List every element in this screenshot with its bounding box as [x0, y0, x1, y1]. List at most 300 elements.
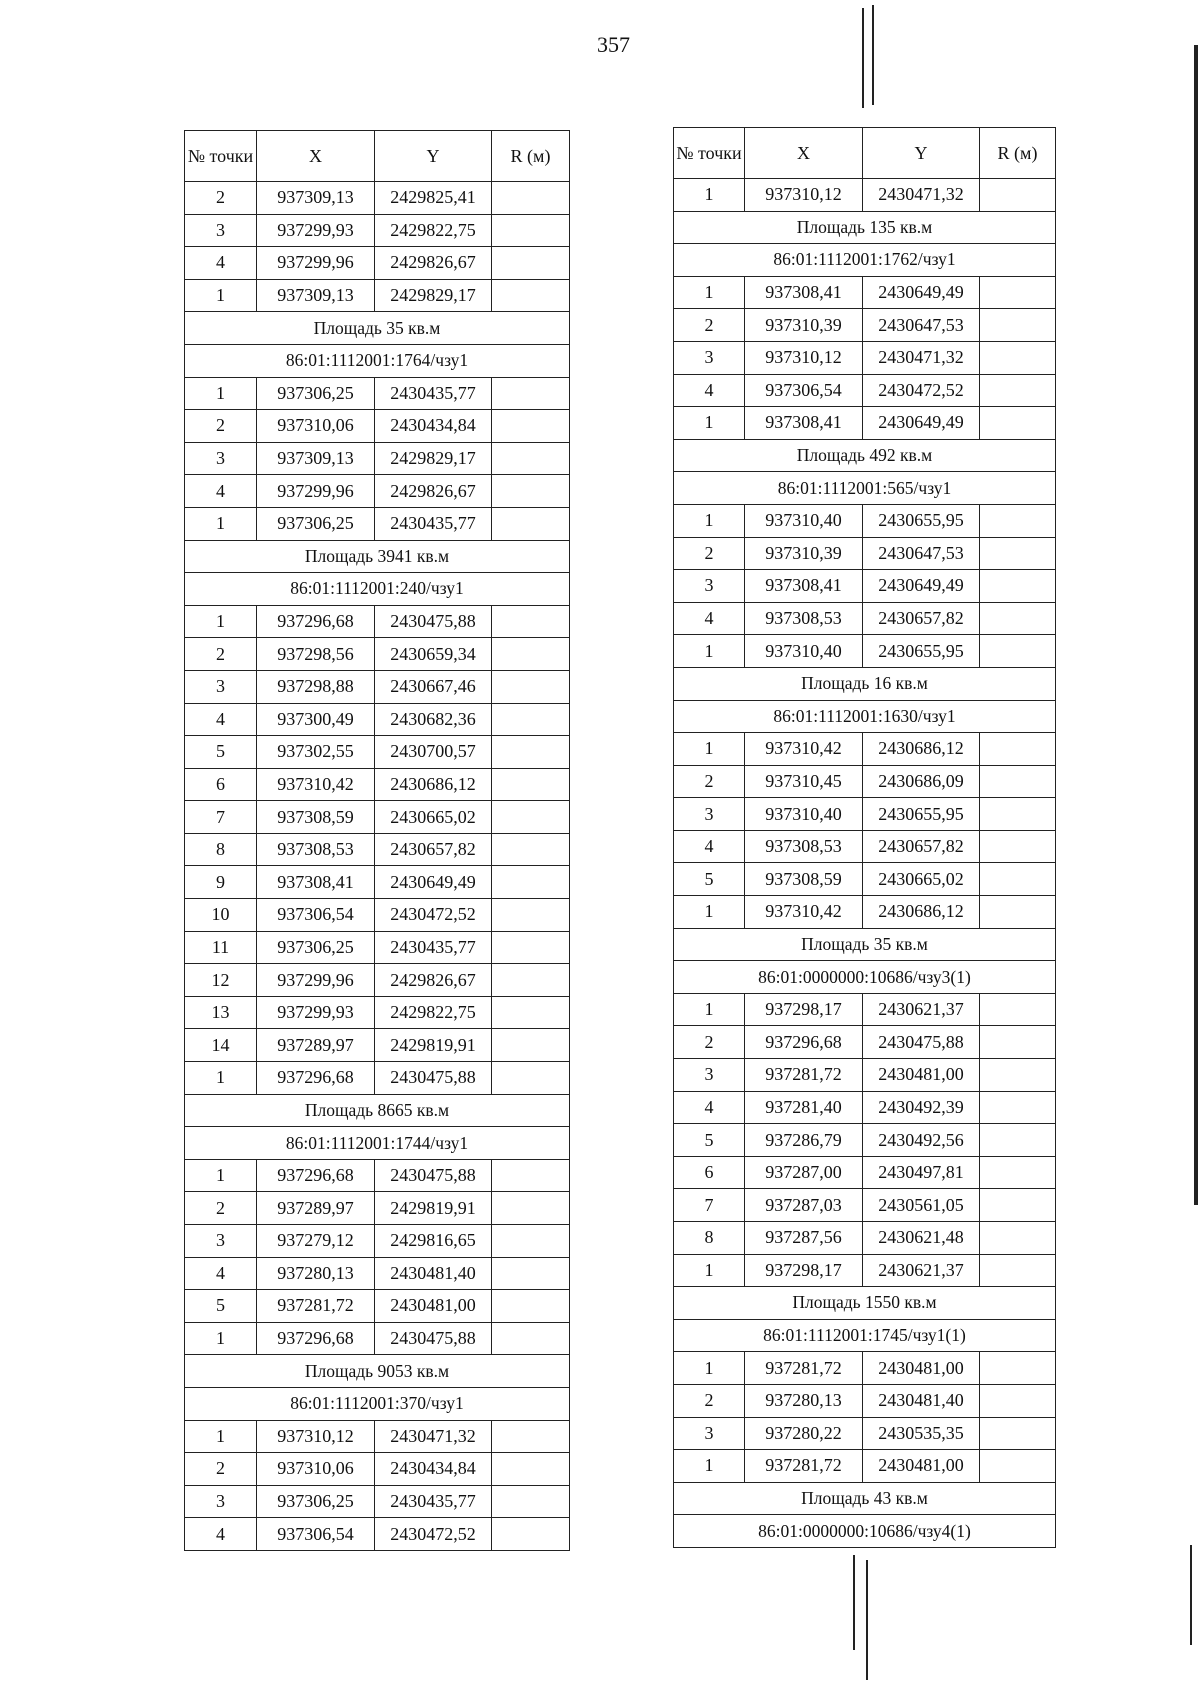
- x-coordinate-cell: 937281,40: [745, 1091, 863, 1124]
- x-coordinate-cell: 937308,53: [257, 833, 375, 866]
- table-row: [674, 1026, 1056, 1059]
- area-row: [674, 1482, 1056, 1515]
- y-coordinate-cell: 2429826,67: [375, 475, 492, 508]
- x-coordinate-cell: 937298,88: [257, 670, 375, 703]
- y-coordinate-cell: 2430621,37: [863, 1254, 980, 1287]
- table-row: [185, 507, 570, 540]
- y-coordinate-cell: 2430434,84: [375, 410, 492, 443]
- radius-cell: [980, 1352, 1056, 1385]
- point-number-cell: 5: [185, 1290, 257, 1323]
- area-row: [674, 928, 1056, 961]
- table-row: [674, 830, 1056, 863]
- radius-cell: [492, 605, 570, 638]
- x-coordinate-cell: 937280,22: [745, 1417, 863, 1450]
- x-coordinate-cell: 937310,45: [745, 765, 863, 798]
- table-row: [185, 801, 570, 834]
- y-coordinate-cell: 2430472,52: [375, 899, 492, 932]
- scan-margin-line: [1194, 45, 1198, 1205]
- x-header: X: [257, 131, 375, 182]
- scan-margin-line: [862, 8, 864, 108]
- y-coordinate-cell: 2430655,95: [863, 798, 980, 831]
- point-number-cell: 1: [674, 993, 745, 1026]
- table-row: [185, 736, 570, 769]
- y-header: Y: [375, 131, 492, 182]
- point-number-cell: 4: [185, 1257, 257, 1290]
- x-coordinate-cell: 937279,12: [257, 1225, 375, 1258]
- scan-margin-line: [1190, 1545, 1192, 1645]
- point-number-cell: 3: [185, 1485, 257, 1518]
- point-number-cell: 5: [185, 736, 257, 769]
- page-number: 357: [597, 32, 630, 57]
- radius-cell: [980, 1254, 1056, 1287]
- x-coordinate-cell: 937309,13: [257, 442, 375, 475]
- y-coordinate-cell: 2430649,49: [863, 570, 980, 603]
- x-coordinate-cell: 937306,54: [745, 374, 863, 407]
- x-coordinate-cell: 937299,96: [257, 475, 375, 508]
- point-number-cell: 4: [674, 602, 745, 635]
- x-coordinate-cell: 937310,40: [745, 504, 863, 537]
- point-number-cell: 5: [674, 863, 745, 896]
- point-number-cell: 4: [674, 830, 745, 863]
- table-row: [185, 377, 570, 410]
- point-number-cell: 4: [185, 475, 257, 508]
- x-coordinate-cell: 937280,13: [257, 1257, 375, 1290]
- table-row: [185, 182, 570, 215]
- point-number-header: № точки: [185, 131, 257, 182]
- y-header: Y: [863, 128, 980, 179]
- radius-cell: [980, 179, 1056, 212]
- y-coordinate-cell: 2430435,77: [375, 507, 492, 540]
- y-coordinate-cell: 2430471,32: [375, 1420, 492, 1453]
- x-coordinate-cell: 937310,06: [257, 410, 375, 443]
- point-number-cell: 2: [674, 1026, 745, 1059]
- point-number-cell: 3: [185, 214, 257, 247]
- point-number-cell: 1: [674, 896, 745, 929]
- y-coordinate-cell: 2430655,95: [863, 504, 980, 537]
- parcel-id-row: [185, 573, 570, 606]
- table-row: [185, 442, 570, 475]
- y-coordinate-cell: 2429822,75: [375, 996, 492, 1029]
- y-coordinate-cell: 2430471,32: [863, 179, 980, 212]
- x-coordinate-cell: 937286,79: [745, 1124, 863, 1157]
- point-number-cell: 1: [674, 635, 745, 668]
- y-coordinate-cell: 2430475,88: [375, 1322, 492, 1355]
- point-number-cell: 4: [185, 1518, 257, 1551]
- area-label: Площадь 35 кв.м: [674, 928, 1056, 961]
- area-row: [674, 211, 1056, 244]
- parcel-id-label: 86:01:1112001:370/чзу1: [185, 1387, 570, 1420]
- x-coordinate-cell: 937310,39: [745, 309, 863, 342]
- x-coordinate-cell: 937310,40: [745, 798, 863, 831]
- table-row: [185, 1062, 570, 1095]
- point-number-cell: 1: [185, 1159, 257, 1192]
- point-number-cell: 9: [185, 866, 257, 899]
- radius-cell: [980, 1189, 1056, 1222]
- table-row: [185, 1453, 570, 1486]
- radius-cell: [492, 1290, 570, 1323]
- point-number-cell: 8: [185, 833, 257, 866]
- area-row: [185, 1355, 570, 1388]
- point-number-cell: 2: [185, 638, 257, 671]
- table-row: [674, 341, 1056, 374]
- y-coordinate-cell: 2430686,12: [375, 768, 492, 801]
- parcel-id-row: [185, 344, 570, 377]
- point-number-cell: 4: [674, 1091, 745, 1124]
- area-label: Площадь 135 кв.м: [674, 211, 1056, 244]
- parcel-id-row: [674, 961, 1056, 994]
- point-number-cell: 1: [674, 733, 745, 766]
- radius-cell: [492, 899, 570, 932]
- table-row: [185, 410, 570, 443]
- radius-cell: [980, 830, 1056, 863]
- x-coordinate-cell: 937281,72: [257, 1290, 375, 1323]
- y-coordinate-cell: 2430481,40: [375, 1257, 492, 1290]
- table-row: [674, 276, 1056, 309]
- point-number-cell: 3: [674, 341, 745, 374]
- table-row: [674, 570, 1056, 603]
- table-row: [185, 475, 570, 508]
- radius-cell: [980, 537, 1056, 570]
- point-number-cell: 1: [185, 1322, 257, 1355]
- area-row: [185, 312, 570, 345]
- table-header-row: [185, 131, 570, 182]
- x-coordinate-cell: 937299,96: [257, 964, 375, 997]
- x-coordinate-cell: 937310,06: [257, 1453, 375, 1486]
- radius-cell: [492, 1420, 570, 1453]
- radius-cell: [492, 377, 570, 410]
- radius-cell: [980, 863, 1056, 896]
- point-number-cell: 4: [185, 247, 257, 280]
- radius-cell: [980, 1026, 1056, 1059]
- radius-cell: [980, 309, 1056, 342]
- x-coordinate-cell: 937299,93: [257, 214, 375, 247]
- radius-cell: [980, 635, 1056, 668]
- x-coordinate-cell: 937281,72: [745, 1450, 863, 1483]
- y-coordinate-cell: 2429826,67: [375, 247, 492, 280]
- point-number-cell: 1: [674, 1254, 745, 1287]
- x-coordinate-cell: 937299,96: [257, 247, 375, 280]
- y-coordinate-cell: 2430475,88: [375, 1062, 492, 1095]
- table-row: [185, 670, 570, 703]
- x-coordinate-cell: 937280,13: [745, 1384, 863, 1417]
- radius-cell: [980, 1417, 1056, 1450]
- point-number-cell: 8: [674, 1222, 745, 1255]
- table-row: [674, 896, 1056, 929]
- parcel-id-label: 86:01:1112001:240/чзу1: [185, 573, 570, 606]
- radius-cell: [980, 341, 1056, 374]
- point-number-cell: 3: [185, 1225, 257, 1258]
- point-number-cell: 12: [185, 964, 257, 997]
- table-row: [674, 1222, 1056, 1255]
- x-coordinate-cell: 937298,56: [257, 638, 375, 671]
- x-coordinate-cell: 937299,93: [257, 996, 375, 1029]
- radius-cell: [492, 736, 570, 769]
- point-number-cell: 2: [674, 309, 745, 342]
- x-coordinate-cell: 937306,25: [257, 507, 375, 540]
- area-label: Площадь 43 кв.м: [674, 1482, 1056, 1515]
- radius-cell: [492, 279, 570, 312]
- x-coordinate-cell: 937310,40: [745, 635, 863, 668]
- x-coordinate-cell: 937306,25: [257, 377, 375, 410]
- radius-cell: [980, 798, 1056, 831]
- radius-cell: [980, 1450, 1056, 1483]
- x-coordinate-cell: 937310,12: [257, 1420, 375, 1453]
- x-coordinate-cell: 937296,68: [257, 1159, 375, 1192]
- y-coordinate-cell: 2430481,40: [863, 1384, 980, 1417]
- y-coordinate-cell: 2430497,81: [863, 1156, 980, 1189]
- point-number-cell: 3: [185, 670, 257, 703]
- point-number-cell: 10: [185, 899, 257, 932]
- point-number-cell: 6: [185, 768, 257, 801]
- y-coordinate-cell: 2430647,53: [863, 537, 980, 570]
- y-coordinate-cell: 2429829,17: [375, 442, 492, 475]
- radius-cell: [980, 1222, 1056, 1255]
- y-coordinate-cell: 2430471,32: [863, 341, 980, 374]
- radius-cell: [492, 182, 570, 215]
- radius-cell: [492, 442, 570, 475]
- radius-cell: [492, 1485, 570, 1518]
- x-coordinate-cell: 937310,12: [745, 179, 863, 212]
- table-row: [185, 247, 570, 280]
- y-coordinate-cell: 2430647,53: [863, 309, 980, 342]
- table-row: [185, 638, 570, 671]
- table-row: [674, 309, 1056, 342]
- radius-cell: [492, 670, 570, 703]
- parcel-id-row: [674, 1515, 1056, 1548]
- y-coordinate-cell: 2430472,52: [863, 374, 980, 407]
- table-row: [674, 733, 1056, 766]
- radius-cell: [492, 247, 570, 280]
- radius-cell: [980, 765, 1056, 798]
- point-number-cell: 3: [674, 1417, 745, 1450]
- point-number-cell: 1: [674, 276, 745, 309]
- parcel-id-label: 86:01:1112001:1744/чзу1: [185, 1127, 570, 1160]
- table-row: [674, 1091, 1056, 1124]
- parcel-id-label: 86:01:1112001:1745/чзу1(1): [674, 1319, 1056, 1352]
- x-coordinate-cell: 937281,72: [745, 1352, 863, 1385]
- y-coordinate-cell: 2430475,88: [375, 605, 492, 638]
- table-row: [674, 1156, 1056, 1189]
- radius-cell: [980, 602, 1056, 635]
- radius-cell: [492, 1225, 570, 1258]
- table-row: [674, 1384, 1056, 1417]
- y-coordinate-cell: 2430434,84: [375, 1453, 492, 1486]
- x-coordinate-cell: 937287,00: [745, 1156, 863, 1189]
- area-row: [674, 1287, 1056, 1320]
- point-number-cell: 3: [674, 1059, 745, 1092]
- area-label: Площадь 492 кв.м: [674, 439, 1056, 472]
- point-number-cell: 1: [674, 407, 745, 440]
- area-label: Площадь 9053 кв.м: [185, 1355, 570, 1388]
- table-row: [674, 537, 1056, 570]
- x-coordinate-cell: 937310,12: [745, 341, 863, 374]
- point-number-cell: 1: [185, 279, 257, 312]
- radius-cell: [980, 1059, 1056, 1092]
- area-row: [674, 439, 1056, 472]
- y-coordinate-cell: 2430475,88: [375, 1159, 492, 1192]
- table-row: [185, 1420, 570, 1453]
- radius-cell: [980, 1091, 1056, 1124]
- y-coordinate-cell: 2430649,49: [863, 407, 980, 440]
- parcel-id-row: [185, 1127, 570, 1160]
- y-coordinate-cell: 2429822,75: [375, 214, 492, 247]
- x-header: X: [745, 128, 863, 179]
- x-coordinate-cell: 937309,13: [257, 182, 375, 215]
- point-number-cell: 11: [185, 931, 257, 964]
- area-label: Площадь 8665 кв.м: [185, 1094, 570, 1127]
- table-row: [674, 504, 1056, 537]
- radius-cell: [492, 214, 570, 247]
- x-coordinate-cell: 937302,55: [257, 736, 375, 769]
- point-number-cell: 13: [185, 996, 257, 1029]
- radius-cell: [492, 1062, 570, 1095]
- x-coordinate-cell: 937310,39: [745, 537, 863, 570]
- radius-cell: [492, 931, 570, 964]
- x-coordinate-cell: 937308,41: [745, 570, 863, 603]
- table-row: [185, 1159, 570, 1192]
- x-coordinate-cell: 937289,97: [257, 1192, 375, 1225]
- x-coordinate-cell: 937287,03: [745, 1189, 863, 1222]
- radius-cell: [492, 1029, 570, 1062]
- point-number-cell: 2: [185, 1453, 257, 1486]
- x-coordinate-cell: 937306,54: [257, 1518, 375, 1551]
- table-row: [674, 765, 1056, 798]
- point-number-cell: 1: [185, 1062, 257, 1095]
- area-label: Площадь 35 кв.м: [185, 312, 570, 345]
- x-coordinate-cell: 937281,72: [745, 1059, 863, 1092]
- y-coordinate-cell: 2429829,17: [375, 279, 492, 312]
- point-number-cell: 1: [674, 179, 745, 212]
- point-number-header: № точки: [674, 128, 745, 179]
- x-coordinate-cell: 937308,41: [745, 276, 863, 309]
- area-row: [674, 667, 1056, 700]
- radius-cell: [492, 638, 570, 671]
- radius-header: R (м): [492, 131, 570, 182]
- point-number-cell: 4: [185, 703, 257, 736]
- table-row: [185, 1290, 570, 1323]
- table-row: [674, 1124, 1056, 1157]
- x-coordinate-cell: 937296,68: [257, 1322, 375, 1355]
- scan-margin-line: [866, 1560, 868, 1680]
- table-row: [674, 1189, 1056, 1222]
- y-coordinate-cell: 2430435,77: [375, 1485, 492, 1518]
- table-row: [674, 635, 1056, 668]
- radius-cell: [492, 410, 570, 443]
- x-coordinate-cell: 937296,68: [257, 1062, 375, 1095]
- radius-cell: [492, 475, 570, 508]
- point-number-cell: 3: [674, 798, 745, 831]
- y-coordinate-cell: 2429816,65: [375, 1225, 492, 1258]
- x-coordinate-cell: 937308,41: [745, 407, 863, 440]
- y-coordinate-cell: 2430621,37: [863, 993, 980, 1026]
- x-coordinate-cell: 937306,25: [257, 1485, 375, 1518]
- y-coordinate-cell: 2430481,00: [863, 1450, 980, 1483]
- radius-cell: [492, 1159, 570, 1192]
- parcel-id-label: 86:01:1112001:1630/чзу1: [674, 700, 1056, 733]
- table-row: [185, 866, 570, 899]
- y-coordinate-cell: 2430481,00: [863, 1352, 980, 1385]
- radius-cell: [980, 896, 1056, 929]
- y-coordinate-cell: 2430492,39: [863, 1091, 980, 1124]
- radius-header: R (м): [980, 128, 1056, 179]
- point-number-cell: 2: [674, 1384, 745, 1417]
- x-coordinate-cell: 937310,42: [257, 768, 375, 801]
- table-row: [185, 1029, 570, 1062]
- y-coordinate-cell: 2430657,82: [863, 602, 980, 635]
- table-row: [674, 1254, 1056, 1287]
- point-number-cell: 14: [185, 1029, 257, 1062]
- parcel-id-row: [674, 1319, 1056, 1352]
- x-coordinate-cell: 937308,53: [745, 602, 863, 635]
- point-number-cell: 1: [185, 377, 257, 410]
- parcel-id-label: 86:01:1112001:1764/чзу1: [185, 344, 570, 377]
- point-number-cell: 5: [674, 1124, 745, 1157]
- point-number-cell: 1: [674, 1352, 745, 1385]
- table-row: [185, 1518, 570, 1551]
- table-row: [185, 768, 570, 801]
- area-row: [185, 540, 570, 573]
- y-coordinate-cell: 2430481,00: [375, 1290, 492, 1323]
- parcel-id-row: [674, 472, 1056, 505]
- x-coordinate-cell: 937298,17: [745, 993, 863, 1026]
- y-coordinate-cell: 2430621,48: [863, 1222, 980, 1255]
- radius-cell: [492, 1257, 570, 1290]
- point-number-cell: 1: [674, 1450, 745, 1483]
- radius-cell: [492, 1192, 570, 1225]
- y-coordinate-cell: 2430657,82: [863, 830, 980, 863]
- table-header-row: [674, 128, 1056, 179]
- scan-margin-line: [853, 1555, 855, 1650]
- scan-margin-line: [872, 5, 874, 105]
- y-coordinate-cell: 2430472,52: [375, 1518, 492, 1551]
- y-coordinate-cell: 2430665,02: [375, 801, 492, 834]
- radius-cell: [492, 768, 570, 801]
- y-coordinate-cell: 2430475,88: [863, 1026, 980, 1059]
- radius-cell: [492, 507, 570, 540]
- x-coordinate-cell: 937308,41: [257, 866, 375, 899]
- radius-cell: [980, 570, 1056, 603]
- point-number-cell: 3: [185, 442, 257, 475]
- y-coordinate-cell: 2430667,46: [375, 670, 492, 703]
- parcel-id-row: [185, 1387, 570, 1420]
- table-row: [185, 214, 570, 247]
- x-coordinate-cell: 937296,68: [257, 605, 375, 638]
- radius-cell: [492, 1453, 570, 1486]
- point-number-cell: 7: [185, 801, 257, 834]
- table-row: [185, 1257, 570, 1290]
- table-row: [674, 1352, 1056, 1385]
- y-coordinate-cell: 2430686,09: [863, 765, 980, 798]
- table-row: [185, 899, 570, 932]
- point-number-cell: 1: [185, 507, 257, 540]
- y-coordinate-cell: 2430649,49: [375, 866, 492, 899]
- y-coordinate-cell: 2430535,35: [863, 1417, 980, 1450]
- table-row: [674, 1450, 1056, 1483]
- y-coordinate-cell: 2430657,82: [375, 833, 492, 866]
- radius-cell: [980, 504, 1056, 537]
- table-row: [185, 1225, 570, 1258]
- area-row: [185, 1094, 570, 1127]
- y-coordinate-cell: 2430649,49: [863, 276, 980, 309]
- x-coordinate-cell: 937308,53: [745, 830, 863, 863]
- table-row: [185, 1485, 570, 1518]
- x-coordinate-cell: 937296,68: [745, 1026, 863, 1059]
- table-row: [185, 931, 570, 964]
- y-coordinate-cell: 2430700,57: [375, 736, 492, 769]
- radius-cell: [980, 374, 1056, 407]
- point-number-cell: 6: [674, 1156, 745, 1189]
- radius-cell: [492, 833, 570, 866]
